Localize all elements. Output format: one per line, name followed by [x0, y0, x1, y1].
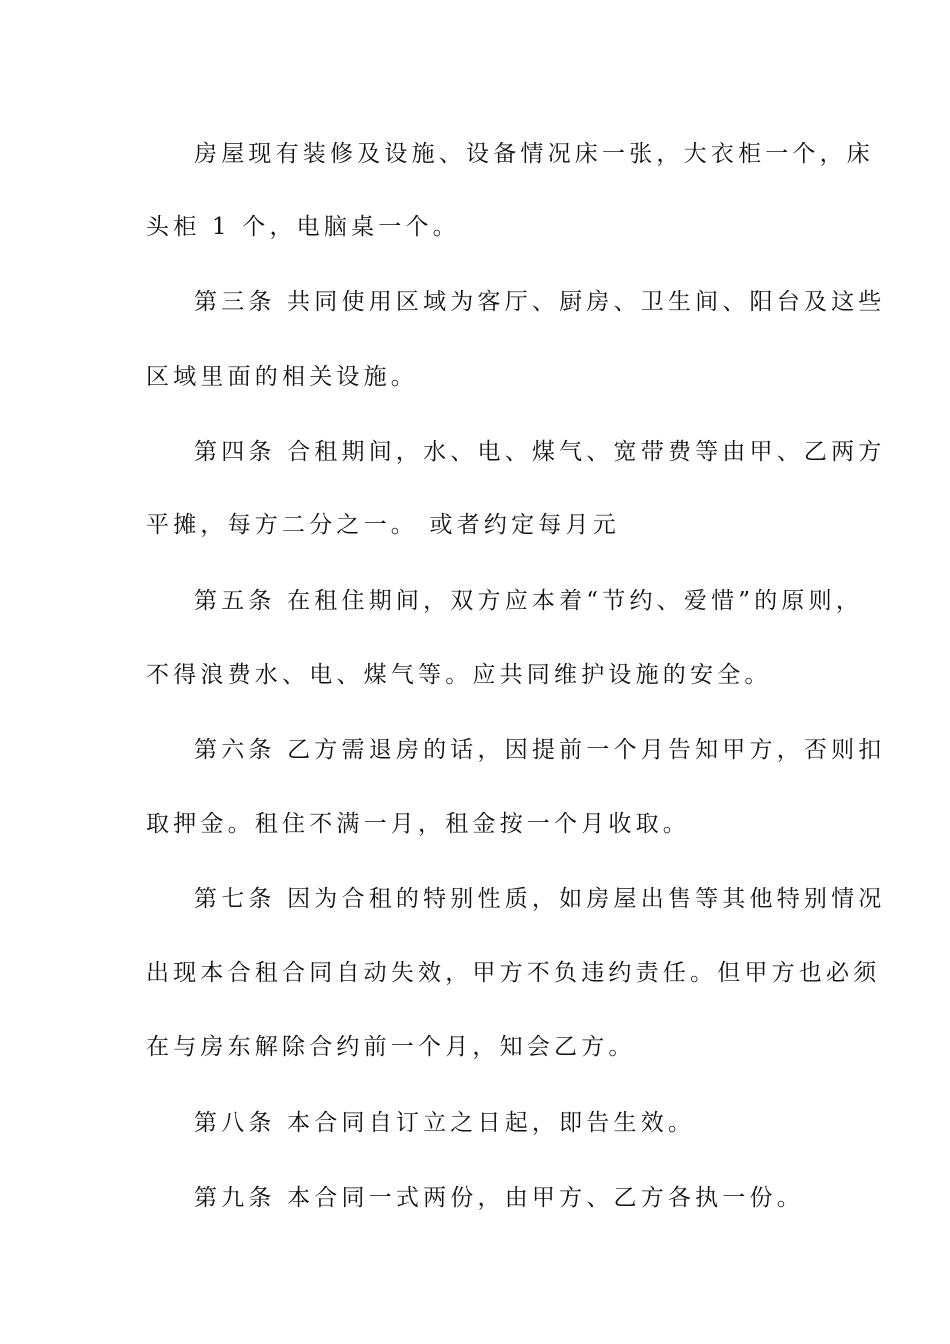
article-4-line-2: 平摊，每方二分之一。 或者约定每月元	[146, 512, 620, 538]
article-5-line-1: 第五条 在租住期间，双方应本着“节约、爱惜”的原则，	[194, 588, 864, 614]
article-7-line-1: 第七条 因为合租的特别性质，如房屋出售等其他特别情况	[194, 886, 886, 912]
article-3-line-1: 第三条 共同使用区域为客厅、厨房、卫生间、阳台及这些	[194, 289, 886, 315]
article-4-line-1: 第四条 合租期间，水、电、煤气、宽带费等由甲、乙两方	[194, 439, 886, 465]
article-6-line-2: 取押金。租住不满一月，租金按一个月收取。	[146, 811, 690, 837]
article-9-line-1: 第九条 本合同一式两份，由甲方、乙方各执一份。	[194, 1185, 804, 1211]
paragraph-facilities-line-1: 房屋现有装修及设施、设备情况床一张，大衣柜一个，床	[194, 141, 874, 167]
article-7-line-2: 出现本合租合同自动失效，甲方不负违约责任。但甲方也必须	[146, 960, 881, 986]
article-3-line-2: 区域里面的相关设施。	[146, 364, 418, 390]
paragraph-facilities-line-2: 头柜 1 个，电脑桌一个。	[146, 214, 460, 240]
article-7-line-3: 在与房东解除合约前一个月，知会乙方。	[146, 1034, 636, 1060]
article-6-line-1: 第六条 乙方需退房的话，因提前一个月告知甲方，否则扣	[194, 737, 886, 763]
article-8-line-1: 第八条 本合同自订立之日起，即告生效。	[194, 1110, 696, 1136]
article-5-line-2: 不得浪费水、电、煤气等。应共同维护设施的安全。	[146, 662, 772, 688]
